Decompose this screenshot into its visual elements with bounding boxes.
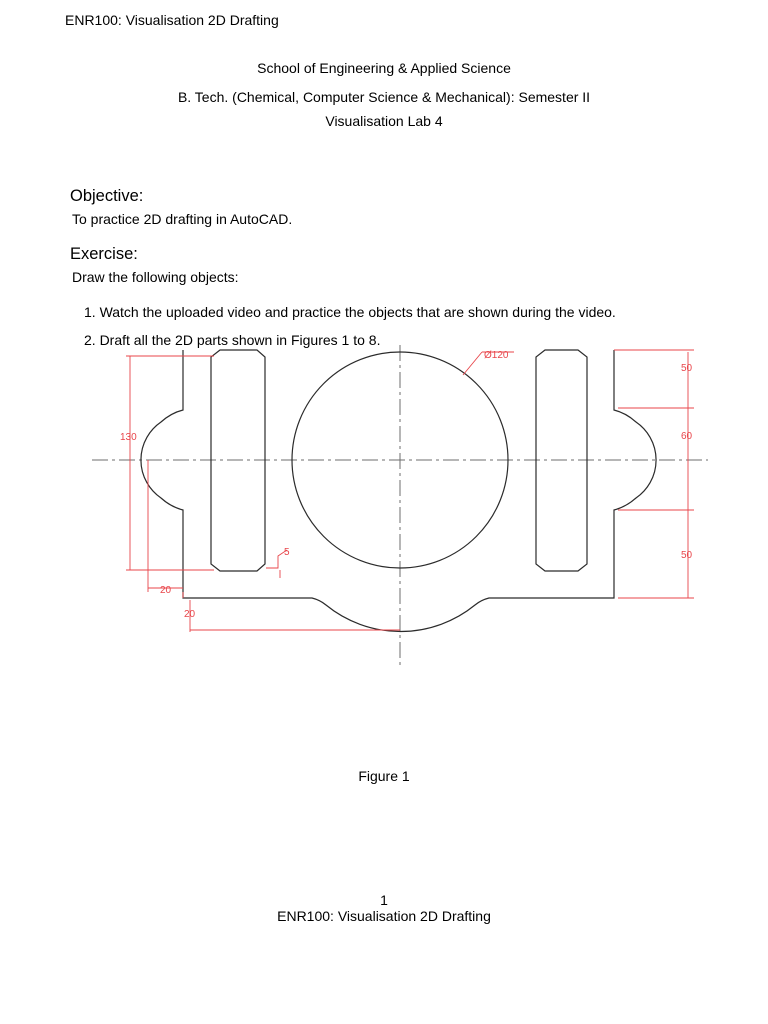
- objective-heading: Objective:: [70, 187, 144, 205]
- fillet-dim-label: 5: [284, 547, 290, 558]
- running-footer: ENR100: Visualisation 2D Drafting: [277, 908, 491, 924]
- left-offset-dim-label: 20: [160, 585, 172, 596]
- bottom-offset-dim-label: 20: [184, 609, 196, 620]
- top-right-dim-label: 50: [681, 363, 693, 374]
- exercise-heading: Exercise:: [70, 245, 138, 263]
- mid-right-dim-label: 60: [681, 431, 693, 442]
- objective-text: To practice 2D drafting in AutoCAD.: [72, 211, 293, 227]
- running-header: ENR100: Visualisation 2D Drafting: [65, 12, 279, 28]
- lab-title: Visualisation Lab 4: [325, 113, 443, 129]
- part-outline: [141, 350, 656, 631]
- page-number: 1: [380, 892, 388, 908]
- exercise-intro: Draw the following objects:: [72, 269, 239, 285]
- school-name: School of Engineering & Applied Science: [257, 60, 511, 76]
- exercise-item-2: 2. Draft all the 2D parts shown in Figures 1 to 8.: [84, 332, 381, 348]
- diameter-dim-label: Ø120: [484, 350, 509, 361]
- exercise-item-1: 1. Watch the uploaded video and practice the objects that are shown during the video.: [84, 304, 616, 320]
- bottom-right-dim-label: 50: [681, 550, 693, 561]
- body-outline: [141, 350, 656, 631]
- program-title: B. Tech. (Chemical, Computer Science & Mechanical): Semester II: [177, 89, 591, 105]
- height-dim-label: 130: [120, 432, 137, 443]
- figure-caption: Figure 1: [358, 768, 410, 784]
